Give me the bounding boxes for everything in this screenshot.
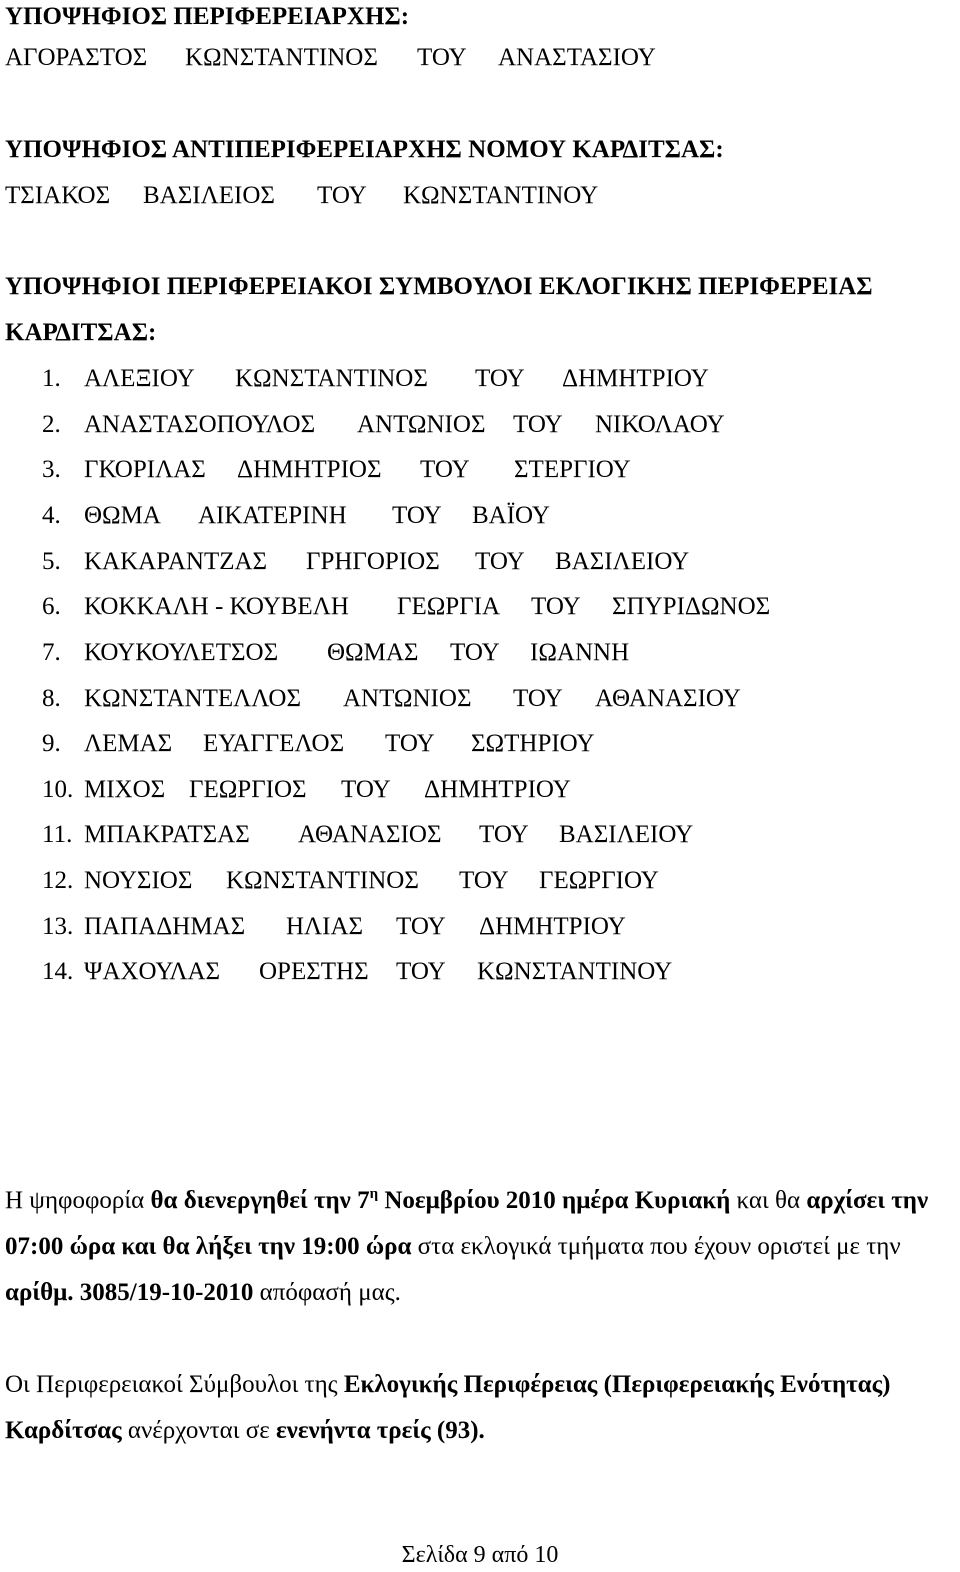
councillor-first-name: ΘΩΜΑΣ — [327, 639, 419, 666]
councillor-father-name: ΒΑΣΙΛΕΙΟΥ — [555, 548, 690, 575]
councillor-father-name: ΔΗΜΗΤΡΙΟΥ — [424, 776, 571, 803]
councillor-of: ΤΟΥ — [396, 958, 446, 985]
councillor-list-item — [0, 866, 960, 896]
councillor-surname: ΝΟΥΣΙΟΣ — [84, 867, 193, 894]
councillor-first-name: ΚΩΝΣΤΑΝΤΙΝΟΣ — [235, 365, 428, 392]
councillor-number: 2. — [42, 411, 61, 438]
councillor-number: 14. — [42, 958, 74, 985]
deputy-father-name: ΚΩΝΣΤΑΝΤΙΝΟΥ — [403, 182, 599, 209]
voting-text-2: και θα — [730, 1187, 807, 1214]
councillor-first-name: ΕΥΑΓΓΕΛΟΣ — [203, 730, 345, 757]
governor-heading: ΥΠΟΨΗΦΙΟΣ ΠΕΡΙΦΕΡΕΙΑΡΧΗΣ: — [5, 3, 410, 30]
councillor-surname: ΛΕΜΑΣ — [84, 730, 173, 757]
councillor-father-name: ΝΙΚΟΛΑΟΥ — [595, 411, 725, 438]
voting-text-4: απόφασή μας. — [253, 1279, 401, 1306]
page-number: Σελίδα 9 από 10 — [401, 1542, 559, 1568]
councillor-first-name: ΟΡΕΣΤΗΣ — [259, 958, 369, 985]
councillor-first-name: ΑΘΑΝΑΣΙΟΣ — [298, 821, 442, 848]
governor-surname: ΑΓΟΡΑΣΤΟΣ — [5, 44, 148, 71]
councillor-of: ΤΟΥ — [459, 867, 509, 894]
councillors-text-1: Οι Περιφερειακοί Σύμβουλοι της — [5, 1371, 344, 1398]
governor-first-name: ΚΩΝΣΤΑΝΤΙΝΟΣ — [185, 44, 378, 71]
councillor-first-name: ΓΕΩΡΓΙΑ — [397, 593, 501, 620]
councillor-father-name: ΒΑΪΟΥ — [472, 502, 550, 529]
councillor-of: ΤΟΥ — [396, 913, 446, 940]
voting-text-1: Η ψηφοφορία — [5, 1187, 151, 1214]
councillor-first-name: ΑΝΤΩΝΙΟΣ — [343, 685, 472, 712]
deputy-of: ΤΟΥ — [317, 182, 367, 209]
councillor-list-item — [0, 410, 960, 440]
councillor-list-item — [0, 684, 960, 714]
voting-hours: αρχίσει την 07:00 ώρα και θα λήξει την 19:00 ώρα — [5, 1187, 929, 1260]
councillor-list-item — [0, 455, 960, 485]
councillor-father-name: ΓΕΩΡΓΙΟΥ — [539, 867, 659, 894]
deputy-surname: ΤΣΙΑΚΟΣ — [5, 182, 111, 209]
councillor-list-item — [0, 820, 960, 850]
councillor-list-item — [0, 729, 960, 759]
councillor-list-item — [0, 364, 960, 394]
councillor-of: ΤΟΥ — [475, 365, 525, 392]
councillor-of: ΤΟΥ — [392, 502, 442, 529]
councillor-surname: ΚΩΝΣΤΑΝΤΕΛΛΟΣ — [84, 685, 301, 712]
councillor-surname: ΜΠΑΚΡΑΤΣΑΣ — [84, 821, 250, 848]
councillor-list-item — [0, 638, 960, 668]
councillor-surname: ΘΩΜΑ — [84, 502, 161, 529]
councillor-of: ΤΟΥ — [420, 456, 470, 483]
deputy-first-name: ΒΑΣΙΛΕΙΟΣ — [143, 182, 275, 209]
councillor-of: ΤΟΥ — [531, 593, 581, 620]
councillor-number: 8. — [42, 685, 61, 712]
councillor-first-name: ΔΗΜΗΤΡΙΟΣ — [237, 456, 382, 483]
councillor-of: ΤΟΥ — [475, 548, 525, 575]
councillor-first-name: ΓΕΩΡΓΙΟΣ — [189, 776, 307, 803]
councillor-father-name: ΔΗΜΗΤΡΙΟΥ — [479, 913, 626, 940]
councillor-of: ΤΟΥ — [450, 639, 500, 666]
councillor-of: ΤΟΥ — [513, 411, 563, 438]
councillor-number: 7. — [42, 639, 61, 666]
councillor-surname: ΠΑΠΑΔΗΜΑΣ — [84, 913, 246, 940]
councillor-surname: ΚΑΚΑΡΑΝΤΖΑΣ — [84, 548, 268, 575]
councillors-heading-line2: ΚΑΡΔΙΤΣΑΣ: — [5, 319, 157, 346]
councillor-number: 3. — [42, 456, 61, 483]
governor-of: ΤΟΥ — [417, 44, 467, 71]
councillor-first-name: ΚΩΝΣΤΑΝΤΙΝΟΣ — [226, 867, 419, 894]
councillor-first-name: ΑΙΚΑΤΕΡΙΝΗ — [198, 502, 347, 529]
deputy-heading: ΥΠΟΨΗΦΙΟΣ ΑΝΤΙΠΕΡΙΦΕΡΕΙΑΡΧΗΣ ΝΟΜΟΥ ΚΑΡΔΙΤΣΑΣ: — [5, 136, 724, 163]
councillor-father-name: ΚΩΝΣΤΑΝΤΙΝΟΥ — [477, 958, 673, 985]
councillor-list-item — [0, 775, 960, 805]
councillors-count-bold: ενενήντα τρείς (93). — [275, 1417, 485, 1444]
councillor-surname: ΚΟΚΚΑΛΗ - ΚΟΥΒΕΛΗ — [84, 593, 349, 620]
councillor-surname: ΑΝΑΣΤΑΣΟΠΟΥΛΟΣ — [84, 411, 316, 438]
councillor-surname: ΚΟΥΚΟΥΛΕΤΣΟΣ — [84, 639, 279, 666]
decision-number: αρίθμ. 3085/19-10-2010 — [5, 1279, 254, 1306]
councillor-surname: ΨΑΧΟΥΛΑΣ — [84, 958, 221, 985]
governor-name — [5, 43, 705, 73]
voting-date-bold: θα διενεργηθεί την 7 — [150, 1187, 370, 1214]
councillors-text-2: ανέρχονται σε — [121, 1417, 276, 1444]
councillor-of: ΤΟΥ — [513, 685, 563, 712]
councillor-of: ΤΟΥ — [385, 730, 435, 757]
councillor-number: 1. — [42, 365, 61, 392]
councillor-father-name: ΣΠΥΡΙΔΩΝΟΣ — [612, 593, 771, 620]
councillor-surname: ΜΙΧΟΣ — [84, 776, 166, 803]
councillor-number: 5. — [42, 548, 61, 575]
councillor-first-name: ΗΛΙΑΣ — [286, 913, 364, 940]
electoral-region-bold: Εκλογικής Περιφέρειας (Περιφερειακής Ενότητας) Καρδίτσας — [5, 1371, 891, 1444]
deputy-name — [5, 181, 705, 211]
councillor-of: ΤΟΥ — [341, 776, 391, 803]
councillor-surname: ΑΛΕΞΙΟΥ — [84, 365, 195, 392]
councillors-count-paragraph — [5, 1362, 957, 1454]
councillor-number: 4. — [42, 502, 61, 529]
councillor-father-name: ΑΘΑΝΑΣΙΟΥ — [595, 685, 741, 712]
councillor-list-item — [0, 912, 960, 942]
councillors-heading-line1: ΥΠΟΨΗΦΙΟΙ ΠΕΡΙΦΕΡΕΙΑΚΟΙ ΣΥΜΒΟΥΛΟΙ ΕΚΛΟΓΙΚΗΣ ΠΕΡΙΦΕΡΕΙΑΣ — [5, 273, 873, 300]
councillor-number: 9. — [42, 730, 61, 757]
councillor-father-name: ΔΗΜΗΤΡΙΟΥ — [562, 365, 709, 392]
councillor-first-name: ΓΡΗΓΟΡΙΟΣ — [306, 548, 440, 575]
voting-date-day: Νοεμβρίου 2010 ημέρα Κυριακή — [378, 1187, 731, 1214]
voting-text-3: στα εκλογικά τμήματα που έχουν οριστεί με την — [411, 1233, 901, 1260]
voting-paragraph — [5, 1178, 957, 1316]
councillor-list-item — [0, 592, 960, 622]
councillor-list-item — [0, 547, 960, 577]
councillor-list-item — [0, 501, 960, 531]
councillor-list-item — [0, 957, 960, 987]
councillor-father-name: ΒΑΣΙΛΕΙΟΥ — [559, 821, 694, 848]
governor-father-name: ΑΝΑΣΤΑΣΙΟΥ — [498, 44, 656, 71]
councillor-number: 13. — [42, 913, 74, 940]
councillor-number: 6. — [42, 593, 61, 620]
councillor-first-name: ΑΝΤΩΝΙΟΣ — [357, 411, 486, 438]
councillor-father-name: ΙΩΑΝΝΗ — [530, 639, 630, 666]
councillor-father-name: ΣΤΕΡΓΙΟΥ — [514, 456, 631, 483]
voting-date-superscript: η — [369, 1186, 379, 1202]
councillor-surname: ΓΚΟΡΙΛΑΣ — [84, 456, 206, 483]
councillor-father-name: ΣΩΤΗΡΙΟΥ — [471, 730, 595, 757]
councillor-number: 10. — [42, 776, 74, 803]
councillor-number: 11. — [42, 821, 73, 848]
councillor-number: 12. — [42, 867, 74, 894]
councillor-of: ΤΟΥ — [479, 821, 529, 848]
